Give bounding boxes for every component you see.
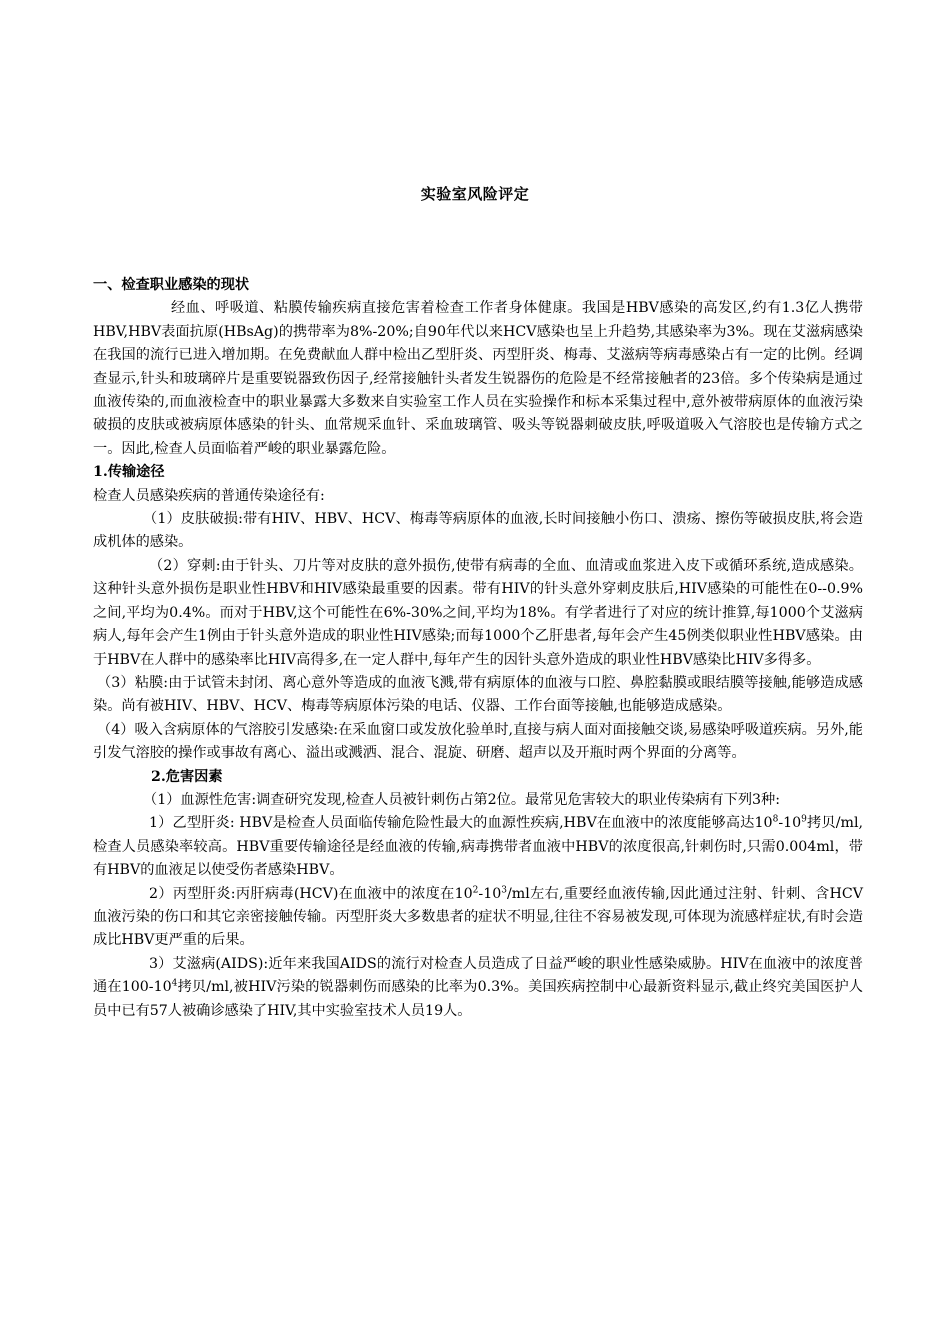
list-item	[93, 953, 863, 1023]
superscript: 9	[801, 814, 807, 825]
list-item	[93, 883, 863, 953]
text-run: 3）艾滋病(AIDS):近年来我国AIDS的流行对检查人员造成了日益严峻的职业性感染威胁。HIV在血液中的浓度普通在100-10	[93, 955, 863, 996]
superscript: 2	[472, 884, 479, 895]
subsection-heading: 1.传输途径	[93, 464, 165, 481]
subsection-heading: 2.危害因素	[151, 768, 223, 785]
section-heading: 一、检查职业感染的现状	[93, 277, 250, 293]
text-run: 2）丙型肝炎:丙肝病毒(HCV)在血液中的浓度在10	[149, 885, 473, 902]
superscript: 3	[501, 884, 507, 895]
text-run: 拷贝/ml,检查人员感染率较高。HBV重要传输途径是经血液的传输,病毒携带者血液中HBV的浓度很高,针刺伤时,只需0.004ml，带有HBV的血液足以使受伤者感染HBV。	[93, 815, 864, 879]
superscript: 4	[171, 978, 178, 989]
text-run: -10	[778, 815, 802, 832]
paragraph: 经血、呼吸道、粘膜传输疾病直接危害着检查工作者身体健康。我国是HBV感染的高发区,约有1.3亿人携带HBV,HBV表面抗原(HBsAg)的携带率为8%-20%;自90年代以来HCV感染也呈上升趋势,其感染率为3%。现在艾滋病感染在我国的流行已进入增加期。在免费献血人群中检出乙型肝炎、丙型肝炎、梅毒、艾滋病等病毒感染占有一定的比例。经调查显示,针头和玻璃碎片是重要锐器致伤因子,经常接触针头者发生锐器伤的危险是不经常接触者的23倍。多个传染病是通过血液传染的,而血液检查中的职业暴露大多数来自实验室工作人员在实验操作和标本采集过程中,意外被带病原体的血液污染破损的皮肤或被病原体感染的针头、血常规采血针、采血玻璃管、吸头等锐器刺破皮肤,呼吸道吸入气溶胶也是传输方式之一。因此,检查人员面临着严峻的职业暴露危险。	[93, 300, 863, 457]
list-item: （4）吸入含病原体的气溶胶引发感染:在采血窗口或发放化验单时,直接与病人面对面接触交谈,易感染呼吸道疾病。另外,能引发气溶胶的操作或事故有离心、溢出或溅洒、混合、混旋、研磨、超声以及开瓶时两个界面的分离等。	[93, 721, 863, 762]
list-item: （1）血源性危害:调查研究发现,检查人员被针刺伤占第2位。最常见危害较大的职业传染病有下列3种:	[143, 791, 781, 808]
paragraph: 检查人员感染疾病的普通传染途径有:	[93, 487, 325, 504]
text-run: -10	[478, 885, 502, 902]
list-item: （2）穿刺:由于针头、刀片等对皮肤的意外损伤,使带有病毒的全血、血清或血浆进入皮下或循环系统,造成感染。这种针头意外损伤是职业性HBV和HIV感染最重要的因素。带有HIV的针头意外穿刺皮肤后,HIV感染的可能性在0--0.9%之间,平均为0.4%。而对于HBV,这个可能性在6%-30%之间,平均为18%。有学者进行了对应的统计推算,每1000个艾滋病病人,每年会产生1例由于针头意外造成的职业性HIV感染;而每1000个乙肝患者,每年会产生45例类似职业性HBV感染。由于HBV在人群中的感染率比HIV高得多,在一定人群中,每年产生的因针头意外造成的职业性HBV感染比HIV多得多。	[93, 557, 863, 668]
text-run: 1）乙型肝炎: HBV是检查人员面临传输危险性最大的血源性疾病,HBV在血液中的浓度能够高达10	[149, 815, 773, 832]
text-run: /ml左右,重要经血液传输,因此通过注射、针刺、含HCV血液污染的伤口和其它亲密接触传输。丙型肝炎大多数患者的症状不明显,往往不容易被发现,可体现为流感样症状,有时会造成比HBV更严重的后果。	[93, 885, 864, 949]
superscript: 8	[772, 814, 779, 825]
list-item	[93, 812, 863, 882]
text-run: 拷贝/ml,被HIV污染的锐器刺伤而感染的比率为0.3%。美国疾病控制中心最新资料显示,截止终究美国医护人员中已有57人被确诊感染了HIV,其中实验室技术人员19人。	[93, 979, 863, 1019]
document-body	[93, 274, 863, 1023]
document-title: 实验室风险评定	[420, 185, 530, 203]
list-item: （1）皮肤破损:带有HIV、HBV、HCV、梅毒等病原体的血液,长时间接触小伤口、溃疡、擦伤等破损皮肤,将会造成机体的感染。	[93, 511, 863, 551]
list-item: （3）粘膜:由于试管未封闭、离心意外等造成的血液飞溅,带有病原体的血液与口腔、鼻腔黏膜或眼结膜等接触,能够造成感染。尚有被HIV、HBV、HCV、梅毒等病原体污染的电话、仪器、工作台面等接触,也能够造成感染。	[93, 674, 863, 715]
